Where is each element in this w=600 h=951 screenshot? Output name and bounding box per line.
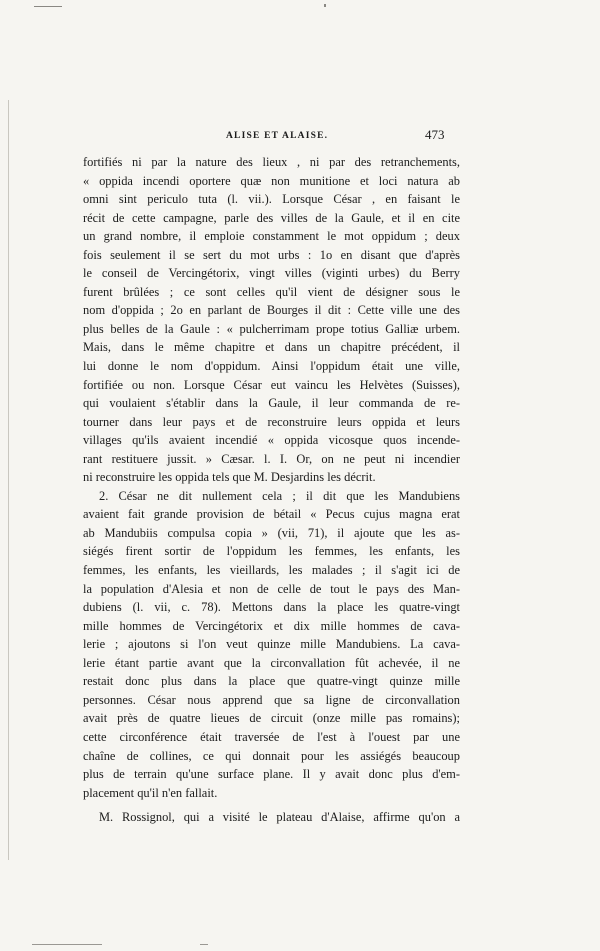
text-line: M. Rossignol, qui a visité le plateau d'Alaise, affirme qu'on a (99, 810, 460, 825)
text-line: Mais, dans le même chapitre et dans un chapitre précédent, il (83, 340, 460, 355)
text-line: omni sint periculo tuta (l. vii.). Lorsque César , en faisant le (83, 192, 460, 207)
text-line: fortifiée ou non. Lorsque César eut vaincu les Helvètes (Suisses), (83, 377, 460, 392)
text-line: ni reconstruire les oppida tels que M. Desjardins les décrit. (83, 470, 376, 485)
bottom-edge-marks (0, 937, 600, 951)
text-line: 2. César ne dit nullement cela ; il dit que les Mandubiens (99, 488, 460, 503)
running-title: ALISE ET ALAISE. (226, 131, 329, 141)
text-line: le conseil de Vercingétorix, vingt villes (viginti urbes) du Berry (83, 266, 460, 281)
text-line: siégés firent sortir de l'oppidum les femmes, les enfants, les (83, 544, 460, 559)
text-line: lerie ; ajoutons si l'on veut quinze mille Mandubiens. La cava- (83, 637, 460, 652)
text-line: un grand nombre, il emploie constamment le mot oppidum ; deux (83, 229, 460, 244)
top-edge-marks (0, 0, 600, 12)
text-line: dubiens (l. vii, c. 78). Mettons dans la place les quatre-vingt (83, 600, 460, 615)
text-line: restait donc plus dans la place que quatre-vingt quinze mille (83, 674, 460, 689)
text-line: plus belles de la Gaule : « pulcherrimam prope totius Galliæ urbem. (83, 321, 460, 336)
paragraph-1 (83, 153, 460, 487)
body-text (83, 153, 460, 827)
text-line: cette circonférence était traversée de l'est à l'ouest par une (83, 729, 460, 744)
text-line: lerie étant partie avant que la circonvallation fût achevée, il ne (83, 655, 460, 670)
paragraph-3 (83, 808, 460, 827)
text-line: tourner dans leur pays et de reconstruire leurs oppida et leurs (83, 414, 460, 429)
text-line: récit de cette campagne, parle des villes de la Gaule, et il en cite (83, 210, 460, 225)
gutter-line (8, 100, 9, 860)
text-line: ab Mandubiis compulsa copia » (vii, 71), il ajoute que les as- (83, 525, 460, 540)
text-line: « oppida incendi oportere quæ non munitione et loci natura ab (83, 173, 460, 188)
text-line: fois seulement il se sert du mot urbs : 1o en disant que d'après (83, 247, 460, 262)
text-line: fortifiés ni par la nature des lieux , ni par des retranchements, (83, 155, 460, 169)
text-line: la population d'Alesia et non de celle de tout le pays des Man- (83, 581, 460, 596)
text-line: personnes. César nous apprend que sa ligne de circonvallation (83, 692, 460, 707)
text-line: qui voulaient s'établir dans la Gaule, il leur commanda de re- (83, 396, 460, 411)
text-line: avait près de quatre lieues de circuit (onze mille pas romains); (83, 711, 460, 726)
page-number: 473 (425, 127, 445, 142)
text-line: rant restituere jussit. » Cæsar. l. I. Or, on ne peut ni incendier (83, 451, 460, 466)
text-line: placement qu'il n'en fallait. (83, 785, 218, 800)
text-line: avaient fait grande provision de bétail « Pecus cujus magna erat (83, 507, 460, 522)
text-line: plus de terrain qu'une surface plane. Il y avait donc plus d'em- (83, 767, 460, 782)
text-line: nom d'oppida ; 2o en parlant de Bourges il dit : Cette ville une des (83, 303, 460, 318)
paragraph-2 (83, 487, 460, 802)
text-line: chaîne de collines, ce qui donnait pour les assiégés beaucoup (83, 748, 460, 763)
text-line: villages qu'ils avaient incendié « oppida vicosque quos incende- (83, 433, 460, 448)
text-line: mille hommes de Vercingétorix et dix mille hommes de cava- (83, 618, 460, 633)
text-line: femmes, les enfants, les vieillards, les malades ; il s'agit ici de (83, 563, 460, 578)
text-line: furent brûlées ; ce sont celles qu'il vient de désigner sous le (83, 284, 460, 299)
text-line: lui donne le nom d'oppidum. Ainsi l'oppidum était une ville, (83, 359, 460, 374)
